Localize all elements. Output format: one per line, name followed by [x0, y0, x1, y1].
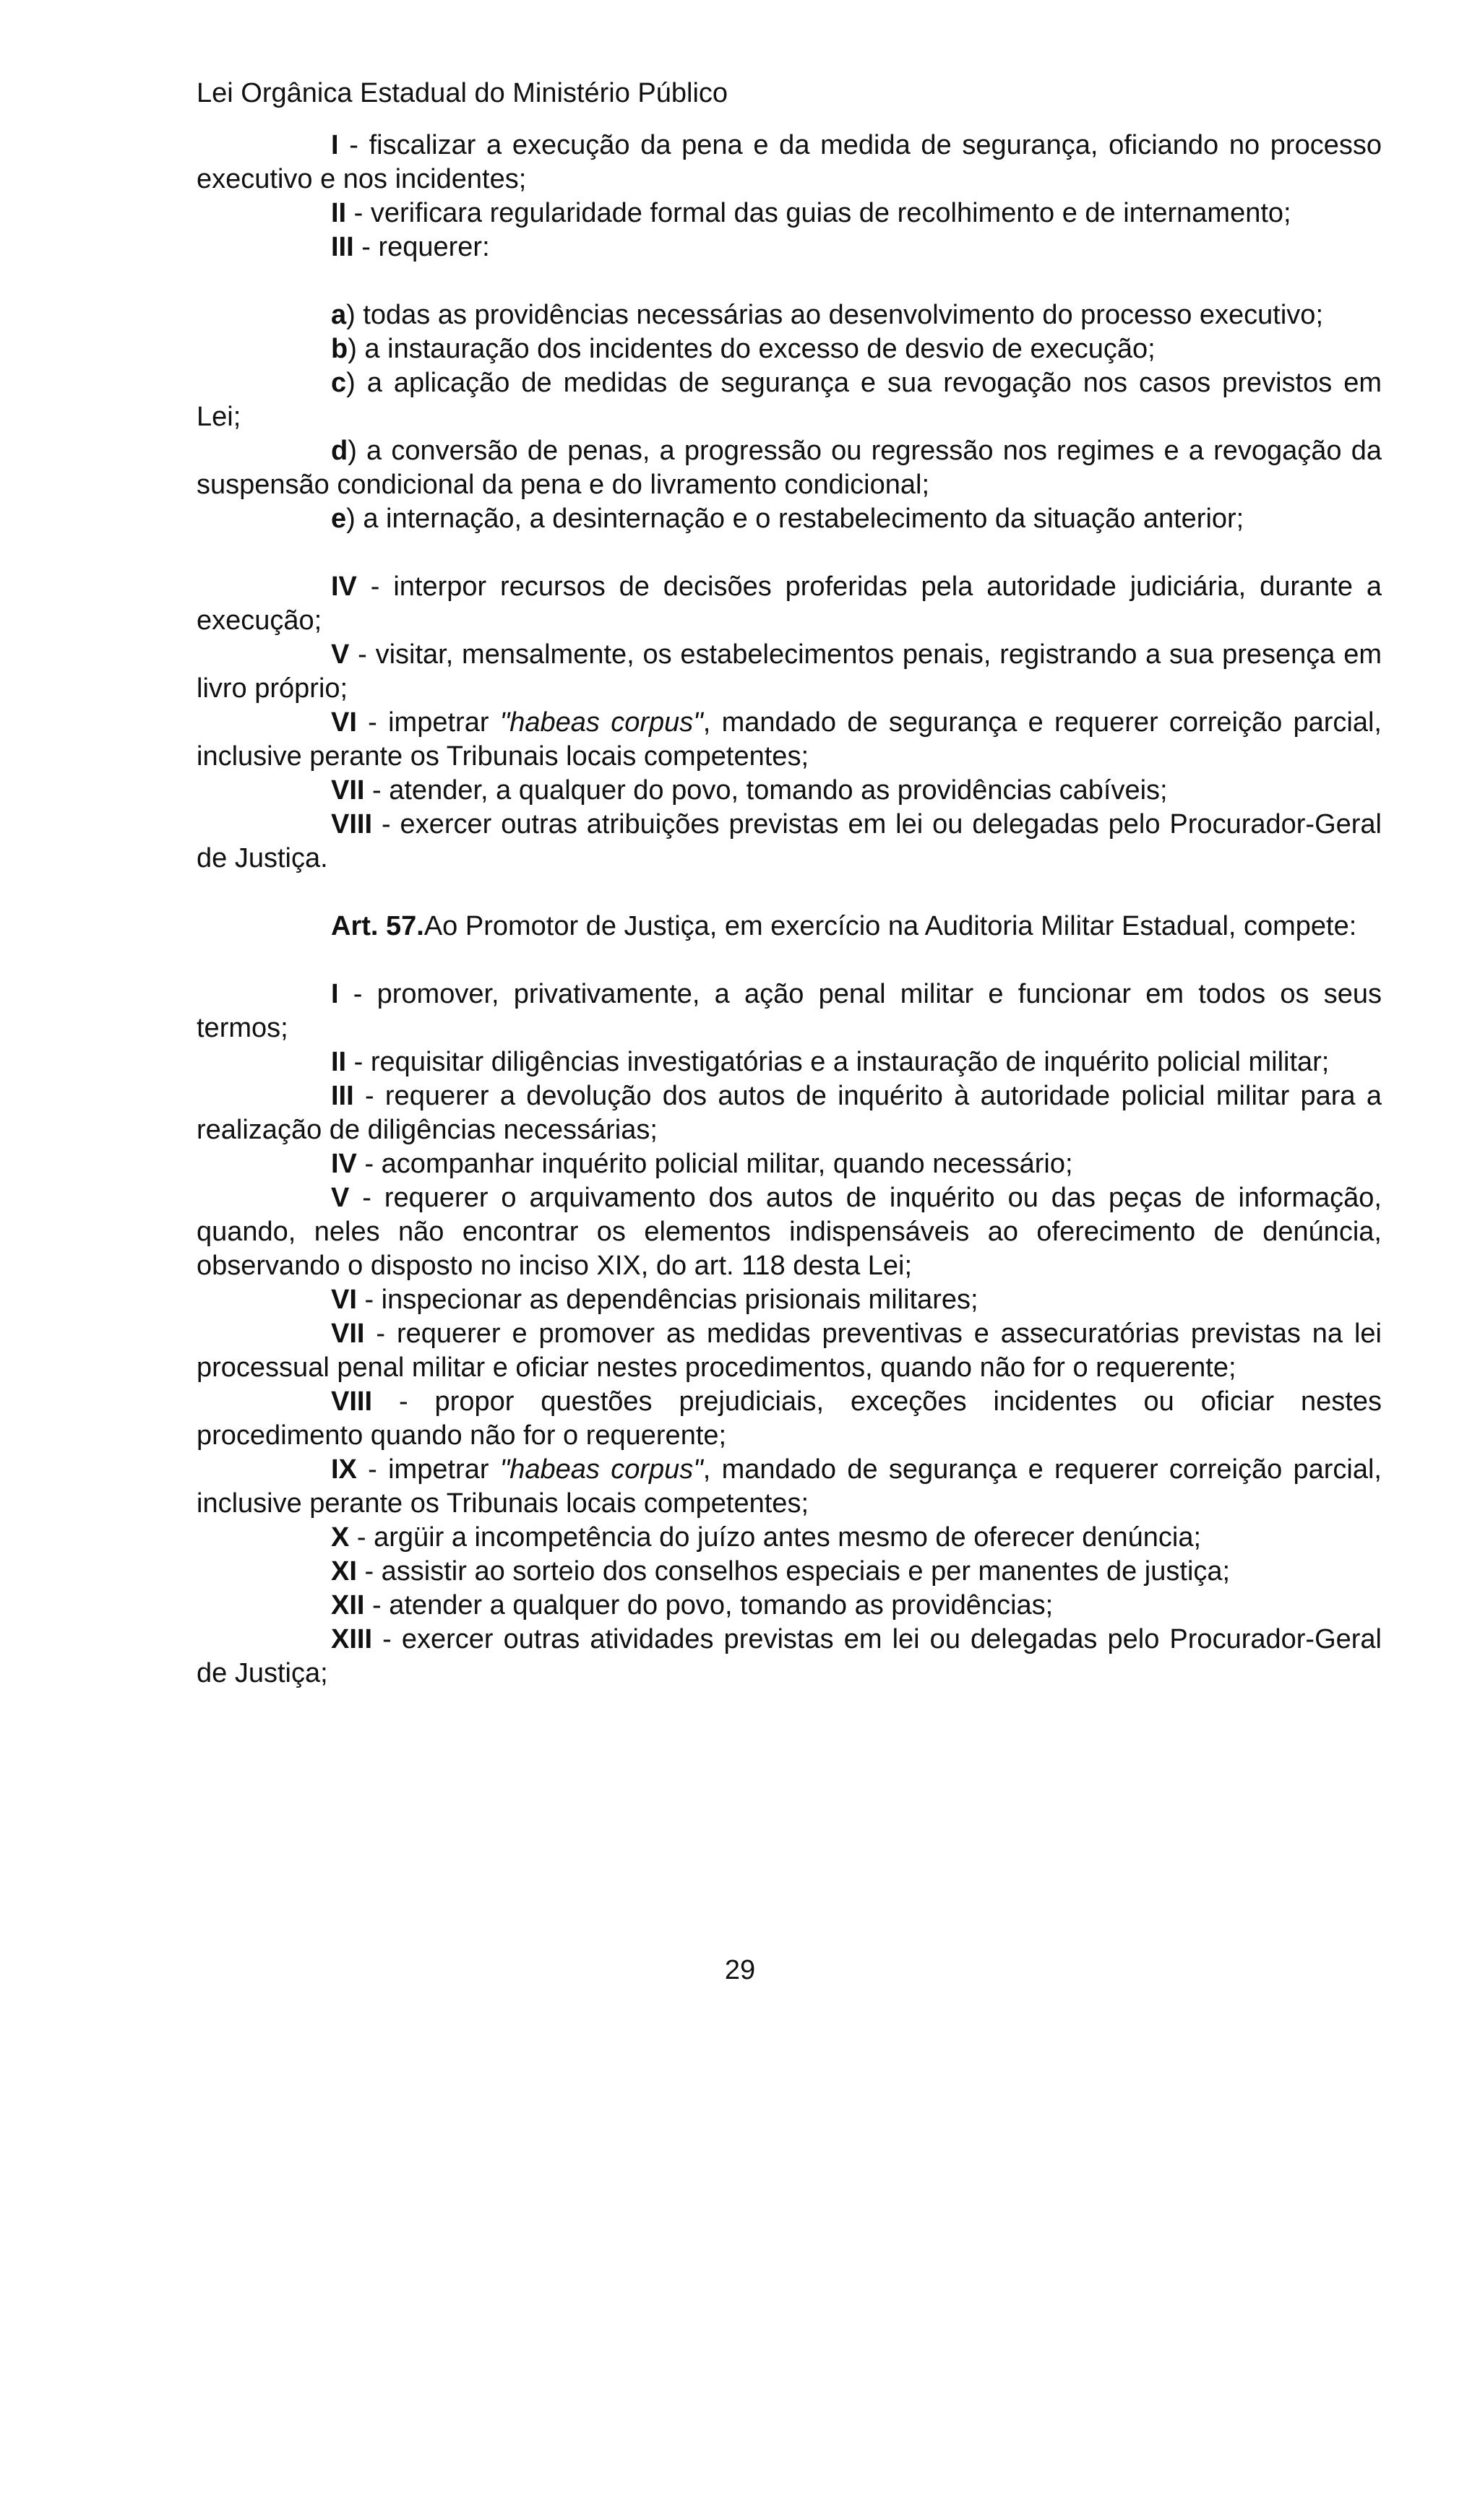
- item-text: - exercer outras atividades previstas em lei ou delegadas pelo Procurador-Geral de Justiça;: [197, 1624, 1382, 1688]
- item-text: - requerer:: [353, 232, 490, 262]
- paragraph: [197, 1385, 1382, 1453]
- latin-term: "habeas corpus": [499, 707, 703, 738]
- item-label: b: [331, 334, 348, 364]
- item-label: c: [331, 368, 347, 398]
- item-text: - verificara regularidade formal das guias de recolhimento e de internamento;: [346, 198, 1291, 228]
- paragraph: [197, 332, 1382, 366]
- page-number: 29: [724, 1955, 756, 1985]
- item-text-continued: , mandado de segurança e requerer correição parcial, inclusive perante os Tribunais locais competentes;: [197, 1454, 1382, 1519]
- paragraph: [197, 1589, 1382, 1623]
- item-text: - argüir a incompetência do juízo antes mesmo de oferecer denúncia;: [349, 1522, 1202, 1553]
- paragraph: [197, 298, 1382, 332]
- item-label: VI: [331, 1285, 357, 1315]
- latin-term: "habeas corpus": [499, 1454, 703, 1485]
- item-label: III: [331, 232, 354, 262]
- paragraph: [197, 1623, 1382, 1691]
- item-text: ) a aplicação de medidas de segurança e sua revogação nos casos previstos em Lei;: [197, 368, 1382, 432]
- paragraph: [197, 706, 1382, 774]
- item-label: V: [331, 639, 350, 670]
- item-text: - atender a qualquer do povo, tomando as providências;: [364, 1590, 1054, 1621]
- paragraph: [197, 1521, 1382, 1555]
- item-text: - requerer a devolução dos autos de inquérito à autoridade policial militar para a realização de diligências necessárias;: [197, 1081, 1382, 1145]
- item-text: - exercer outras atribuições previstas em lei ou delegadas pelo Procurador-Geral de Justiça.: [197, 809, 1382, 873]
- item-text: - impetrar: [356, 1454, 500, 1485]
- item-label: a: [331, 300, 347, 330]
- item-text: - requerer e promover as medidas preventivas e assecuratórias previstas na lei processual penal militar e oficiar nestes procedimentos, quando não for o requerente;: [197, 1319, 1382, 1383]
- item-text: - propor questões prejudiciais, exceções incidentes ou oficiar nestes procedimento quando não for o requerente;: [197, 1386, 1382, 1451]
- item-label: e: [331, 504, 347, 534]
- paragraph: [197, 502, 1382, 536]
- item-text: - visitar, mensalmente, os estabelecimentos penais, registrando a sua presença em livro próprio;: [197, 639, 1382, 704]
- item-text: - promover, privativamente, a ação penal militar e funcionar em todos os seus termos;: [197, 979, 1382, 1043]
- item-label: VIII: [331, 809, 373, 840]
- paragraph-gap: [197, 536, 1382, 570]
- item-text: ) a conversão de penas, a progressão ou regressão nos regimes e a revogação da suspensão condicional da pena e do livramento condicional;: [197, 436, 1382, 500]
- paragraph: [197, 1453, 1382, 1521]
- paragraph: [197, 1079, 1382, 1147]
- paragraph: [197, 570, 1382, 638]
- item-label: II: [331, 198, 347, 228]
- item-label: XII: [331, 1590, 365, 1621]
- item-label: II: [331, 1047, 347, 1077]
- item-text: Ao Promotor de Justiça, em exercício na Auditoria Militar Estadual, compete:: [423, 911, 1357, 941]
- paragraph-gap: [197, 876, 1382, 910]
- paragraph: [197, 434, 1382, 502]
- paragraph: [197, 774, 1382, 808]
- item-label: I: [331, 130, 339, 160]
- item-label: XIII: [331, 1624, 373, 1654]
- item-label: I: [331, 979, 339, 1009]
- paragraph-gap: [197, 944, 1382, 978]
- item-label: X: [331, 1522, 350, 1553]
- item-label: IV: [331, 1149, 357, 1179]
- paragraph-gap: [197, 264, 1382, 298]
- paragraph: [197, 1317, 1382, 1385]
- item-text: ) a instauração dos incidentes do excesso de desvio de execução;: [348, 334, 1156, 364]
- item-text: ) todas as providências necessárias ao desenvolvimento do processo executivo;: [346, 300, 1323, 330]
- item-text-continued: , mandado de segurança e requerer correição parcial, inclusive perante os Tribunais locais competentes;: [197, 707, 1382, 772]
- paragraph: [197, 1555, 1382, 1589]
- item-label: XI: [331, 1556, 357, 1587]
- item-label: IX: [331, 1454, 357, 1485]
- paragraph: [197, 129, 1382, 197]
- item-label: V: [331, 1183, 350, 1213]
- item-text: - requisitar diligências investigatórias e a instauração de inquérito policial militar;: [346, 1047, 1330, 1077]
- item-text: ) a internação, a desinternação e o restabelecimento da situação anterior;: [346, 504, 1244, 534]
- item-text: - requerer o arquivamento dos autos de inquérito ou das peças de informação, quando, neles não encontrar os elementos indispensáveis ao oferecimento de denúncia, observando o disposto no inciso XIX, do art. 118 desta Lei;: [197, 1183, 1382, 1281]
- paragraph: [197, 1283, 1382, 1317]
- running-header: Lei Orgânica Estadual do Ministério Público: [197, 78, 728, 108]
- item-label: VII: [331, 775, 365, 806]
- item-text: - impetrar: [356, 707, 500, 738]
- item-text: - inspecionar as dependências prisionais militares;: [356, 1285, 978, 1315]
- document-body: [197, 129, 1382, 1691]
- item-label: Art. 57.: [331, 911, 424, 941]
- item-label: VIII: [331, 1386, 373, 1417]
- paragraph: [197, 808, 1382, 876]
- item-label: III: [331, 1081, 354, 1111]
- item-label: VII: [331, 1319, 365, 1349]
- paragraph: [197, 978, 1382, 1045]
- document-page: [197, 75, 1382, 1691]
- paragraph: [197, 910, 1382, 944]
- item-text: - assistir ao sorteio dos conselhos especiais e per manentes de justiça;: [356, 1556, 1231, 1587]
- item-label: VI: [331, 707, 357, 738]
- item-text: - atender, a qualquer do povo, tomando as providências cabíveis;: [364, 775, 1168, 806]
- item-text: - interpor recursos de decisões proferidas pela autoridade judiciária, durante a execução;: [197, 571, 1382, 636]
- item-text: - acompanhar inquérito policial militar, quando necessário;: [356, 1149, 1073, 1179]
- item-label: IV: [331, 571, 357, 602]
- item-text: - fiscalizar a execução da pena e da medida de segurança, oficiando no processo executivo e nos incidentes;: [197, 130, 1382, 194]
- paragraph: [197, 638, 1382, 706]
- item-label: d: [331, 436, 348, 466]
- paragraph: [197, 197, 1382, 230]
- paragraph: [197, 230, 1382, 264]
- paragraph: [197, 366, 1382, 434]
- paragraph: [197, 1147, 1382, 1181]
- paragraph: [197, 1045, 1382, 1079]
- paragraph: [197, 1181, 1382, 1283]
